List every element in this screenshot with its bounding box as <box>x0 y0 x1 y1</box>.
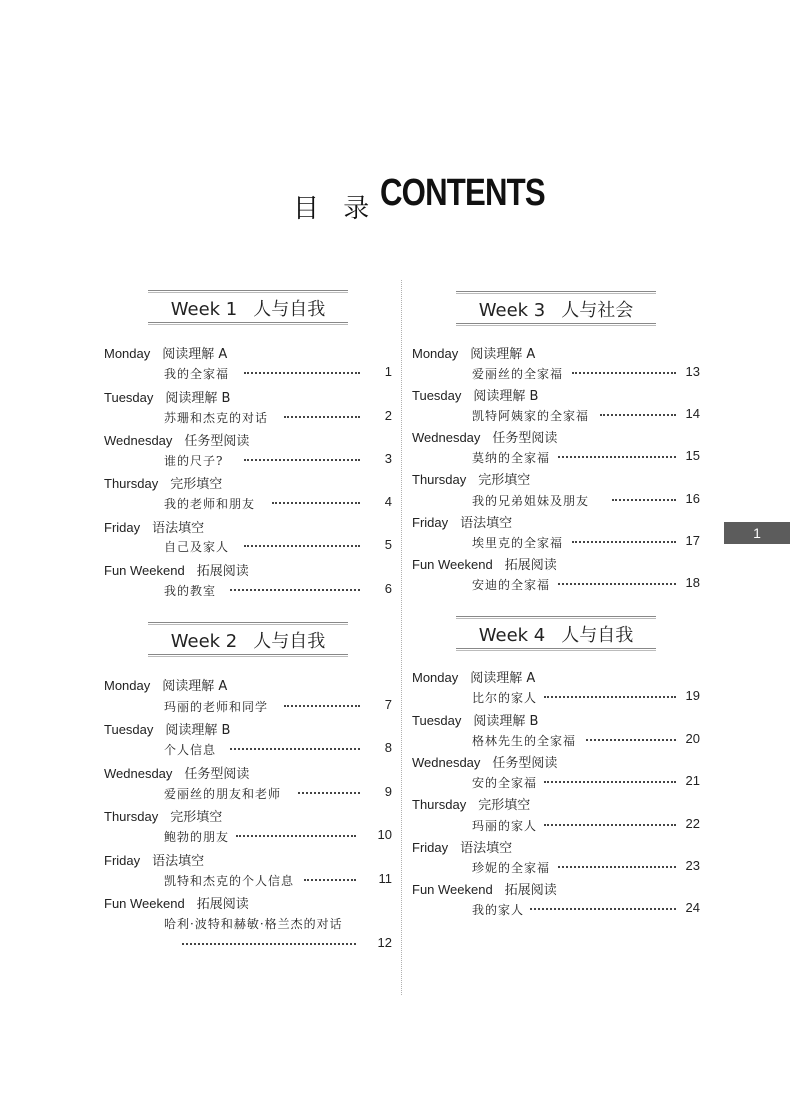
week-4-theme: 人与自我 <box>561 625 634 646</box>
week-4-tuesday: Tuesday 阅读理解 B <box>412 713 539 729</box>
toc-entry[interactable]: 自己及家人 5 <box>164 537 392 554</box>
week-4-number: Week 4 <box>478 625 546 646</box>
toc-entry[interactable]: 我的老师和朋友 4 <box>164 494 392 511</box>
page-number: 16 <box>685 491 700 506</box>
page-title <box>0 170 790 230</box>
toc-entry[interactable]: 我的全家福 1 <box>164 364 392 381</box>
page-number: 14 <box>685 406 700 421</box>
week-2-friday: Friday 语法填空 <box>104 853 205 869</box>
toc-entry[interactable]: 爱丽丝的朋友和老师 9 <box>164 784 392 801</box>
toc-entry[interactable]: 我的兄弟姐妹及朋友 16 <box>472 491 700 508</box>
page-number: 15 <box>685 448 700 463</box>
page-number: 18 <box>685 575 700 590</box>
title-english: CONTENTS <box>380 172 545 214</box>
week-1-wednesday: Wednesday 任务型阅读 <box>104 433 250 449</box>
week-3-number: Week 3 <box>478 300 546 321</box>
toc-entry[interactable]: 我的家人 24 <box>472 900 700 917</box>
week-1-monday: Monday 阅读理解 A <box>104 346 228 362</box>
toc-entry[interactable]: 格林先生的全家福 20 <box>472 731 700 748</box>
page-number: 20 <box>685 731 700 746</box>
week-3-monday: Monday 阅读理解 A <box>412 346 536 362</box>
toc-entry[interactable]: 珍妮的全家福 23 <box>472 858 700 875</box>
page-number: 8 <box>384 740 392 755</box>
week-2-monday: Monday 阅读理解 A <box>104 678 228 694</box>
toc-entry[interactable]: 玛丽的家人 22 <box>472 816 700 833</box>
toc-entry[interactable]: 苏珊和杰克的对话 2 <box>164 408 392 425</box>
page-number: 2 <box>384 408 392 423</box>
toc-entry[interactable]: 安迪的全家福 18 <box>472 575 700 592</box>
toc-entry[interactable]: 安的全家福 21 <box>472 773 700 790</box>
week-4-fun-weekend: Fun Weekend 拓展阅读 <box>412 882 557 898</box>
page-number: 23 <box>685 858 700 873</box>
toc-entry[interactable]: 凯特阿姨家的全家福 14 <box>472 406 700 423</box>
week-2-wednesday: Wednesday 任务型阅读 <box>104 766 250 782</box>
page-number: 6 <box>384 581 392 596</box>
week-2-thursday: Thursday 完形填空 <box>104 809 223 825</box>
week-2-fun-weekend: Fun Weekend 拓展阅读 <box>104 896 249 912</box>
week-1-fun-weekend: Fun Weekend 拓展阅读 <box>104 563 249 579</box>
toc-entry[interactable]: 哈利·波特和赫敏·格兰杰的对话 12 <box>164 917 392 950</box>
week-4-wednesday: Wednesday 任务型阅读 <box>412 755 558 771</box>
week-4-friday: Friday 语法填空 <box>412 840 513 856</box>
week-1-friday: Friday 语法填空 <box>104 520 205 536</box>
toc-entry[interactable]: 玛丽的老师和同学 7 <box>164 697 392 714</box>
week-1-number: Week 1 <box>170 299 238 320</box>
week-3-thursday: Thursday 完形填空 <box>412 472 531 488</box>
week-2-tuesday: Tuesday 阅读理解 B <box>104 722 231 738</box>
page-number: 22 <box>685 816 700 831</box>
week-2-theme: 人与自我 <box>253 631 326 652</box>
toc-entry[interactable]: 凯特和杰克的个人信息 11 <box>164 871 392 888</box>
page-number-tab: 1 <box>724 522 790 544</box>
column-divider <box>401 280 402 995</box>
page-number: 17 <box>685 533 700 548</box>
toc-entry[interactable]: 谁的尺子? 3 <box>164 451 392 468</box>
toc-entry[interactable]: 爱丽丝的全家福 13 <box>472 364 700 381</box>
toc-entry[interactable]: 比尔的家人 19 <box>472 688 700 705</box>
week-3-friday: Friday 语法填空 <box>412 515 513 531</box>
week-1-tuesday: Tuesday 阅读理解 B <box>104 390 231 406</box>
week-1-thursday: Thursday 完形填空 <box>104 476 223 492</box>
page-number: 24 <box>685 900 700 915</box>
page-number: 10 <box>377 827 392 842</box>
page-number: 4 <box>384 494 392 509</box>
week-3-fun-weekend: Fun Weekend 拓展阅读 <box>412 557 557 573</box>
toc-entry[interactable]: 莫纳的全家福 15 <box>472 448 700 465</box>
title-chinese: 目 录 <box>293 194 378 224</box>
toc-entry[interactable]: 个人信息 8 <box>164 740 392 757</box>
toc-entry[interactable]: 鲍勃的朋友 10 <box>164 827 392 844</box>
page-number: 13 <box>685 364 700 379</box>
toc-entry[interactable]: 埃里克的全家福 17 <box>472 533 700 550</box>
page-number: 3 <box>384 451 392 466</box>
week-4-monday: Monday 阅读理解 A <box>412 670 536 686</box>
week-3-theme: 人与社会 <box>561 300 634 321</box>
page-number: 1 <box>384 364 392 379</box>
page-number: 11 <box>378 871 392 886</box>
page-number: 21 <box>685 773 700 788</box>
week-1-theme: 人与自我 <box>253 299 326 320</box>
week-4-thursday: Thursday 完形填空 <box>412 797 531 813</box>
page-number: 5 <box>384 537 392 552</box>
page-number: 19 <box>685 688 700 703</box>
week-3-tuesday: Tuesday 阅读理解 B <box>412 388 539 404</box>
page-number: 12 <box>377 935 392 950</box>
week-2-number: Week 2 <box>170 631 238 652</box>
week-3-wednesday: Wednesday 任务型阅读 <box>412 430 558 446</box>
page-number: 7 <box>384 697 392 712</box>
page-number: 9 <box>384 784 392 799</box>
toc-entry[interactable]: 我的教室 6 <box>164 581 392 598</box>
